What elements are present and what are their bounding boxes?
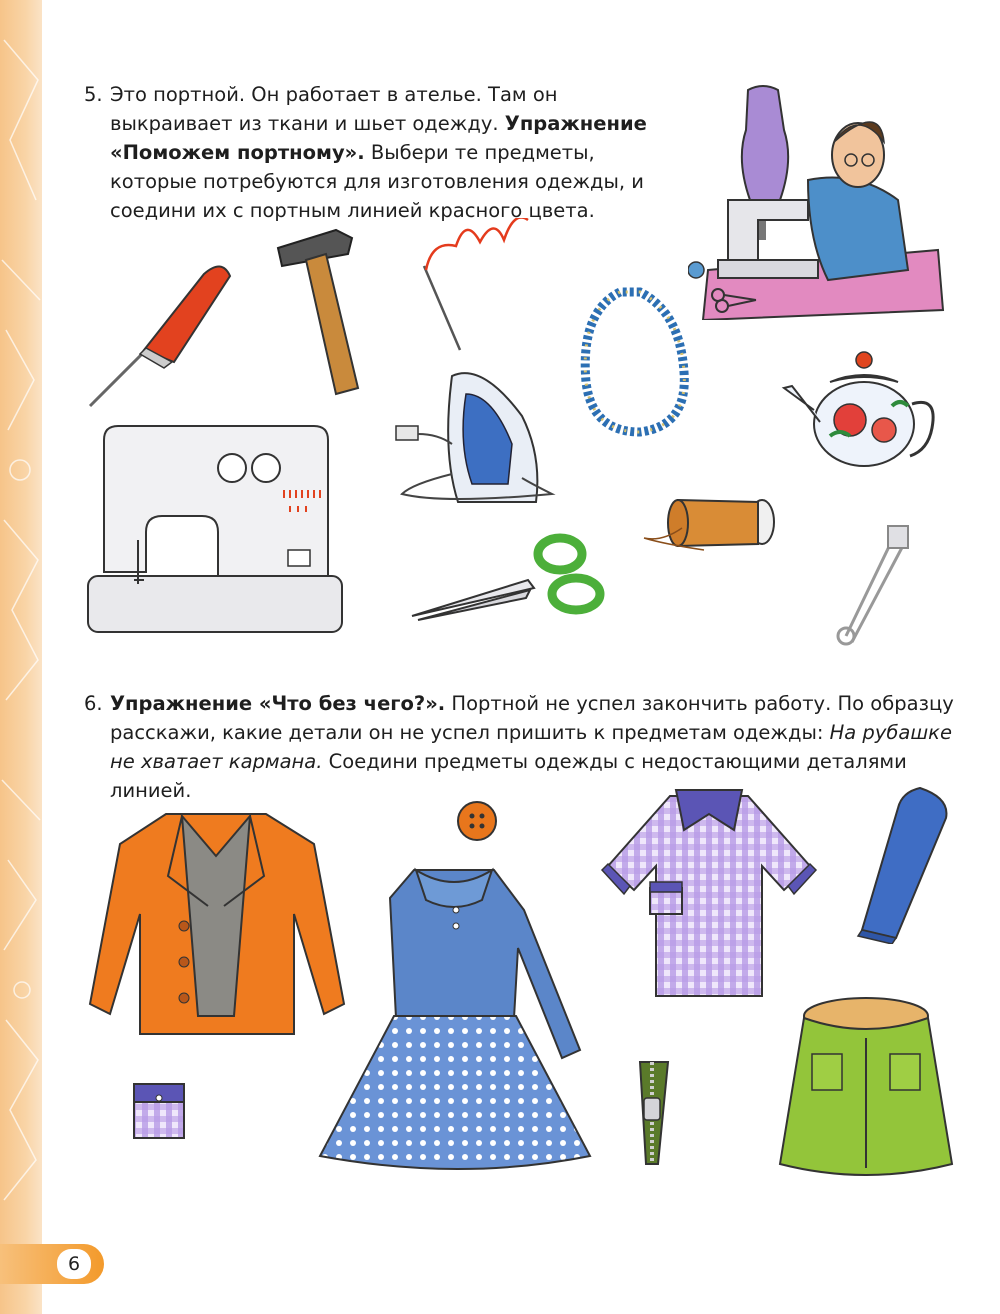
safety-pin-picture bbox=[828, 518, 914, 646]
task-5 bbox=[84, 80, 664, 225]
awl-picture bbox=[86, 254, 236, 410]
thread-spool-picture bbox=[642, 488, 778, 558]
task-number: 5. bbox=[84, 83, 103, 106]
skirt-picture bbox=[778, 988, 954, 1176]
task-number: 6. bbox=[84, 692, 103, 715]
task-text: Упражнение «Что без чего?». Портной не успел закончить работу. По образцу расскажи, какие детали он не успел пришить к предметам одежды: На рубашке не хватает кармана. Соедини предметы одежды с недостающими деталями линией. bbox=[110, 692, 954, 802]
dress-picture bbox=[318, 856, 594, 1172]
task-text: Это портной. Он работает в ателье. Там он выкраивает из ткани и шьет одежду. Упражнение «Поможем портному». Выбери те предметы, которые потребуются для изготовления одежды, и соедини их с портным линией красного цвета. bbox=[110, 83, 647, 222]
iron-picture bbox=[392, 364, 572, 514]
needle-picture bbox=[404, 218, 534, 354]
task-6 bbox=[84, 689, 956, 805]
zipper-picture bbox=[632, 1058, 676, 1168]
jacket-picture bbox=[86, 808, 348, 1036]
exercise-title: Упражнение «Что без чего?». bbox=[110, 692, 446, 715]
teapot-picture bbox=[780, 350, 940, 474]
scissors-picture bbox=[408, 532, 608, 624]
page-number: 6 bbox=[57, 1249, 91, 1279]
pocket-picture bbox=[130, 1080, 188, 1142]
side-decoration bbox=[0, 0, 42, 1314]
button-picture bbox=[454, 798, 500, 844]
tailor-picture bbox=[688, 80, 948, 320]
beads-picture bbox=[578, 284, 694, 440]
hammer-picture bbox=[276, 226, 376, 396]
sleeve-picture bbox=[850, 784, 950, 944]
sewing-machine-picture bbox=[84, 420, 346, 638]
example-sentence: На рубашке не хватает кармана. bbox=[110, 721, 952, 773]
shirt-picture bbox=[598, 784, 820, 1002]
exercise-title: Упражнение «Поможем портному». bbox=[110, 112, 647, 164]
